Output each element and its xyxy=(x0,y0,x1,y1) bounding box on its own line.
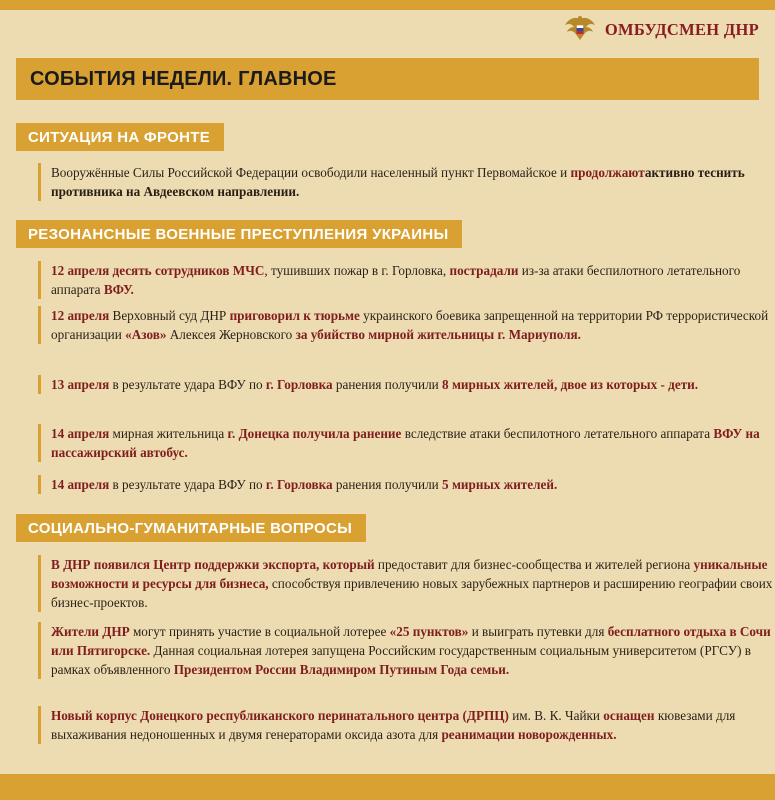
news-item xyxy=(38,475,774,494)
brand-name: ОМБУДСМЕН ДНР xyxy=(604,20,759,39)
highlight-text: бесплатного отдыха в Сочи или Пятигорске. xyxy=(51,624,771,658)
eagle-emblem-icon xyxy=(563,13,597,47)
body-text: вследствие атаки беспилотного летательного аппарата xyxy=(401,426,714,441)
highlight-text: Новый корпус Донецкого республиканского перинатального центра (ДРПЦ) xyxy=(51,708,509,723)
news-item xyxy=(38,306,774,344)
highlight-text: уникальные возможности и ресурсы для бизнеса, xyxy=(51,557,768,591)
body-text: из-за атаки беспилотного летательного аппарата xyxy=(51,263,741,297)
news-item xyxy=(38,706,774,744)
body-text: Алексея Жерновского xyxy=(166,327,296,342)
brand-header xyxy=(563,12,759,48)
body-text: , тушивших пожар в г. Горловка, xyxy=(264,263,450,278)
news-item xyxy=(38,261,774,299)
body-text: предоставит для бизнес-сообщества и жителей региона xyxy=(374,557,694,572)
highlight-text: 13 апреля xyxy=(51,377,110,392)
section-social-header xyxy=(16,514,366,542)
highlight-text: г. Горловка xyxy=(265,377,333,392)
news-item xyxy=(38,622,774,679)
highlight-text: Президентом России Владимиром Путиным Года семьи. xyxy=(173,662,510,677)
body-text: им. В. К. Чайки xyxy=(508,708,604,723)
section-war-crimes-header xyxy=(16,220,462,248)
body-text: могут принять участие в социальной лотерее xyxy=(129,624,390,639)
highlight-text: реанимации новорожденных. xyxy=(441,727,617,742)
top-band xyxy=(0,0,775,10)
body-text: Вооружённые Силы Российской Федерации освободили населенный пункт Первомайское и xyxy=(51,165,571,180)
bottom-band xyxy=(0,774,775,800)
highlight-text: 5 мирных жителей. xyxy=(442,477,558,492)
highlight-text: г. Горловка xyxy=(265,477,333,492)
section-title: РЕЗОНАНСНЫЕ ВОЕННЫЕ ПРЕСТУПЛЕНИЯ УКРАИНЫ xyxy=(28,225,449,243)
highlight-text: 14 апреля xyxy=(51,426,110,441)
highlight-text: 14 апреля xyxy=(51,477,110,492)
highlight-text: приговорил к тюрьме xyxy=(229,308,360,323)
section-title: СИТУАЦИЯ НА ФРОНТЕ xyxy=(28,128,211,146)
body-text: в результате удара ВФУ по xyxy=(109,477,266,492)
highlight-text: «25 пунктов» xyxy=(389,624,469,639)
highlight-text: за убийство мирной жительницы г. Мариуполя. xyxy=(295,327,581,342)
highlight-text: В ДНР появился Центр поддержки экспорта, который xyxy=(51,557,375,572)
body-text: мирная жительница xyxy=(109,426,228,441)
page-title: СОБЫТИЯ НЕДЕЛИ. ГЛАВНОЕ xyxy=(30,67,337,90)
news-item xyxy=(38,163,774,201)
body-text: в результате удара ВФУ по xyxy=(109,377,266,392)
body-text: ранения получили xyxy=(332,477,443,492)
highlight-text: 12 апреля xyxy=(51,308,110,323)
highlight-text: Жители ДНР xyxy=(51,624,130,639)
highlight-text: г. Донецка получила ранение xyxy=(227,426,402,441)
highlight-text: активно теснить противника на Авдеевском направлении. xyxy=(51,165,745,199)
body-text: ранения получили xyxy=(332,377,443,392)
highlight-text: ВФУ на пассажирский автобус. xyxy=(51,426,760,460)
highlight-text: 8 мирных жителей, двое из которых - дети. xyxy=(442,377,699,392)
section-front-header xyxy=(16,123,224,151)
news-item xyxy=(38,375,774,394)
body-text: Данная социальная лотерея запущена Российским государственным социальным университетом (РГСУ) в рамках объявленного xyxy=(51,643,751,677)
highlight-text: оснащен xyxy=(603,708,655,723)
news-item xyxy=(38,424,774,462)
highlight-text: 12 апреля десять сотрудников МЧС xyxy=(51,263,265,278)
highlight-text: «Азов» xyxy=(125,327,167,342)
section-title: СОЦИАЛЬНО-ГУМАНИТАРНЫЕ ВОПРОСЫ xyxy=(28,519,353,537)
highlight-text: пострадали xyxy=(449,263,519,278)
news-item xyxy=(38,555,774,612)
body-text: украинского боевика запрещенной на территории РФ террористической организации xyxy=(51,308,769,342)
body-text: Верховный суд ДНР xyxy=(109,308,230,323)
body-text: способствуя привлечению новых зарубежных партнеров и расширению географии своих бизнес-проектов. xyxy=(51,576,773,610)
highlight-text: ВФУ. xyxy=(103,282,134,297)
page-title-bar xyxy=(16,58,759,100)
body-text: и выиграть путевки для xyxy=(468,624,608,639)
body-text: кювезами для выхаживания недоношенных и двумя генераторами оксида азота для xyxy=(51,708,736,742)
highlight-text: продолжают xyxy=(570,165,645,180)
